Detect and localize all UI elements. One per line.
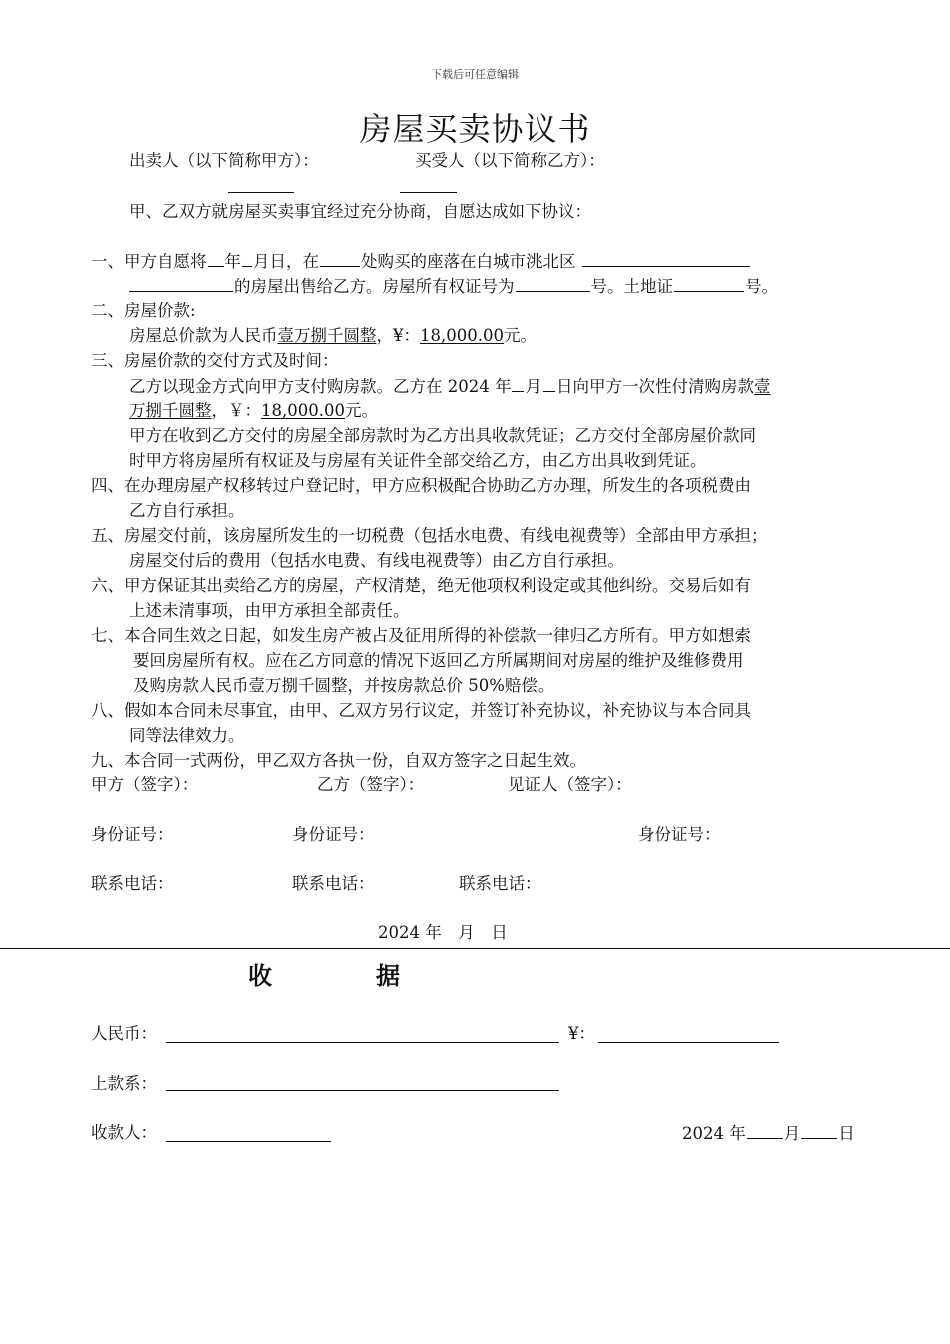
purchase-place-blank[interactable] (320, 250, 360, 267)
sign-date: 2024 年 月 日 (378, 923, 508, 942)
receipt-title-char-2: 据 (376, 962, 400, 990)
clause-7-line-1: 七、本合同生效之日起，如发生房产被占及征用所得的补偿款一律归乙方所有。甲方如想索 (91, 626, 751, 645)
payment-number: 18,000.00 (261, 401, 345, 420)
clause-3-p2-line-2: 时甲方将房屋所有权证及与房屋有关证件全部交给乙方，由乙方出具收到凭证。 (129, 451, 707, 470)
receipt-receiver-blank[interactable] (166, 1125, 331, 1142)
clause-3-month: 月 (525, 377, 542, 396)
clause-1-text-e: 处购买的座落在白城市洮北区 (361, 252, 576, 271)
clause-8-line-2: 同等法律效力。 (129, 726, 245, 745)
receipt-receiver-label: 收款人： (91, 1123, 157, 1142)
clause-1-year: 年 (224, 252, 241, 271)
buyer-label: 买受人（以下简称乙方）： (415, 151, 605, 170)
witness-phone-label: 联系电话： (459, 874, 542, 893)
party-b-signature-label: 乙方（签字）： (317, 775, 425, 794)
clause-1-line-2 (129, 275, 778, 298)
clause-1-text-f: 的房屋出售给乙方。房屋所有权证号为 (234, 277, 515, 296)
price-in-words: 壹万捌千圆整 (277, 326, 377, 345)
clause-3-text-e: 元。 (344, 401, 378, 420)
address-blank-1[interactable] (582, 250, 750, 267)
receipt-date-day: 日 (838, 1124, 855, 1143)
clause-1-text-g: 号。土地证 (590, 277, 673, 296)
receipt-month-blank[interactable] (747, 1122, 783, 1139)
clause-9: 九、本合同一式两份，甲乙双方各执一份，自双方签字之日起生效。 (91, 751, 586, 770)
clause-1-text-h: 号。 (745, 277, 778, 296)
clause-5-line-2: 房屋交付后的费用（包括水电费、有线电视费等）由乙方自行承担。 (129, 551, 624, 570)
clause-3-p1-line-1 (129, 375, 770, 398)
clause-7-line-2: 要回房屋所有权。应在乙方同意的情况下返回乙方所属期间对房屋的维护及维修费用 (133, 651, 744, 670)
document-title: 房屋买卖协议书 (359, 110, 591, 148)
receipt-yen-blank[interactable] (598, 1026, 779, 1043)
clause-1-month: 月 (253, 252, 270, 271)
clause-1-text-a: 一、甲方自愿将 (91, 252, 207, 271)
payment-day-blank[interactable] (543, 375, 555, 392)
receipt-rmb-label: 人民币： (91, 1024, 157, 1043)
party-b-phone-label: 联系电话： (292, 874, 375, 893)
clause-5-line-1: 五、房屋交付前，该房屋所发生的一切税费（包括水电费、有线电视费等）全部由甲方承担； (91, 526, 768, 545)
party-b-id-label: 身份证号： (292, 825, 375, 844)
clause-1-text-d: 日，在 (269, 252, 319, 271)
clause-2-body (129, 325, 537, 347)
clause-8-line-1: 八、假如本合同未尽事宜，由甲、乙双方另行议定，并签订补充协议，补充协议与本合同具 (91, 701, 751, 720)
clause-6-line-1: 六、甲方保证其出卖给乙方的房屋，产权清楚，绝无他项权利设定或其他纠纷。交易后如有 (91, 576, 751, 595)
receipt-yen-label: ¥： (568, 1024, 595, 1043)
party-a-signature-label: 甲方（签字）： (91, 775, 199, 794)
party-a-id-label: 身份证号： (91, 825, 174, 844)
ownership-cert-blank[interactable] (516, 275, 590, 292)
month-blank[interactable] (242, 250, 252, 267)
receipt-day-blank[interactable] (801, 1122, 837, 1139)
clause-1-line-1 (91, 250, 751, 273)
seller-label: 出卖人（以下简称甲方）： (129, 151, 319, 170)
header-note: 下载后可任意编辑 (431, 68, 519, 81)
clause-3-p2-line-1: 甲方在收到乙方交付的房屋全部房款时为乙方出具收款凭证；乙方交付全部房屋价款同 (129, 426, 756, 445)
payment-words-part-1: 壹 (753, 377, 771, 396)
receipt-payer-label: 上款系： (91, 1074, 157, 1093)
receipt-title (248, 956, 400, 991)
receipt-title-char-1: 收 (248, 962, 272, 990)
clause-3-text-a: 乙方以现金方式向甲方支付购房款。乙方在 2024 年 (129, 377, 512, 396)
clause-2-text-b: ，¥： (376, 326, 420, 345)
price-number: 18,000.00 (420, 326, 504, 345)
clause-2-text-c: 元。 (503, 326, 537, 345)
year-blank[interactable] (208, 250, 224, 267)
seller-name-blank[interactable] (228, 176, 294, 193)
clause-2-heading: 二、房屋价款: (91, 301, 196, 320)
address-blank-2[interactable] (129, 275, 233, 292)
section-divider (0, 948, 950, 949)
payment-words-part-2: 万捌千圆整 (129, 401, 212, 420)
payment-month-blank[interactable] (512, 375, 524, 392)
clause-4-line-1: 四、在办理房屋产权移转过户登记时，甲方应积极配合协助乙方办理，所发生的各项税费由 (91, 476, 751, 495)
clause-6-line-2: 上述未清事项，由甲方承担全部责任。 (129, 601, 410, 620)
clause-3-heading: 三、房屋价款的交付方式及时间： (91, 351, 339, 370)
clause-3-p1-line-2 (129, 400, 378, 422)
intro-text: 甲、乙双方就房屋买卖事宜经过充分协商，自愿达成如下协议： (129, 202, 591, 221)
receipt-date-year: 2024 年 (682, 1124, 746, 1143)
clause-3-text-c: 日向甲方一次性付清购房款 (555, 377, 754, 396)
buyer-name-blank[interactable] (400, 176, 457, 193)
receipt-date (682, 1122, 855, 1145)
land-cert-blank[interactable] (674, 275, 744, 292)
receipt-payer-blank[interactable] (166, 1074, 559, 1091)
clause-7-line-3: 及购房款人民币壹万捌千圆整，并按房款总价 50%赔偿。 (133, 676, 555, 695)
receipt-date-month: 月 (783, 1124, 801, 1143)
receipt-rmb-blank[interactable] (166, 1026, 559, 1043)
clause-2-text-a: 房屋总价款为人民币 (129, 326, 278, 345)
clause-3-text-d: ，￥： (211, 401, 261, 420)
witness-id-label: 身份证号： (638, 825, 721, 844)
party-a-phone-label: 联系电话： (91, 874, 174, 893)
witness-signature-label: 见证人（签字）： (508, 775, 632, 794)
clause-4-line-2: 乙方自行承担。 (129, 501, 245, 520)
